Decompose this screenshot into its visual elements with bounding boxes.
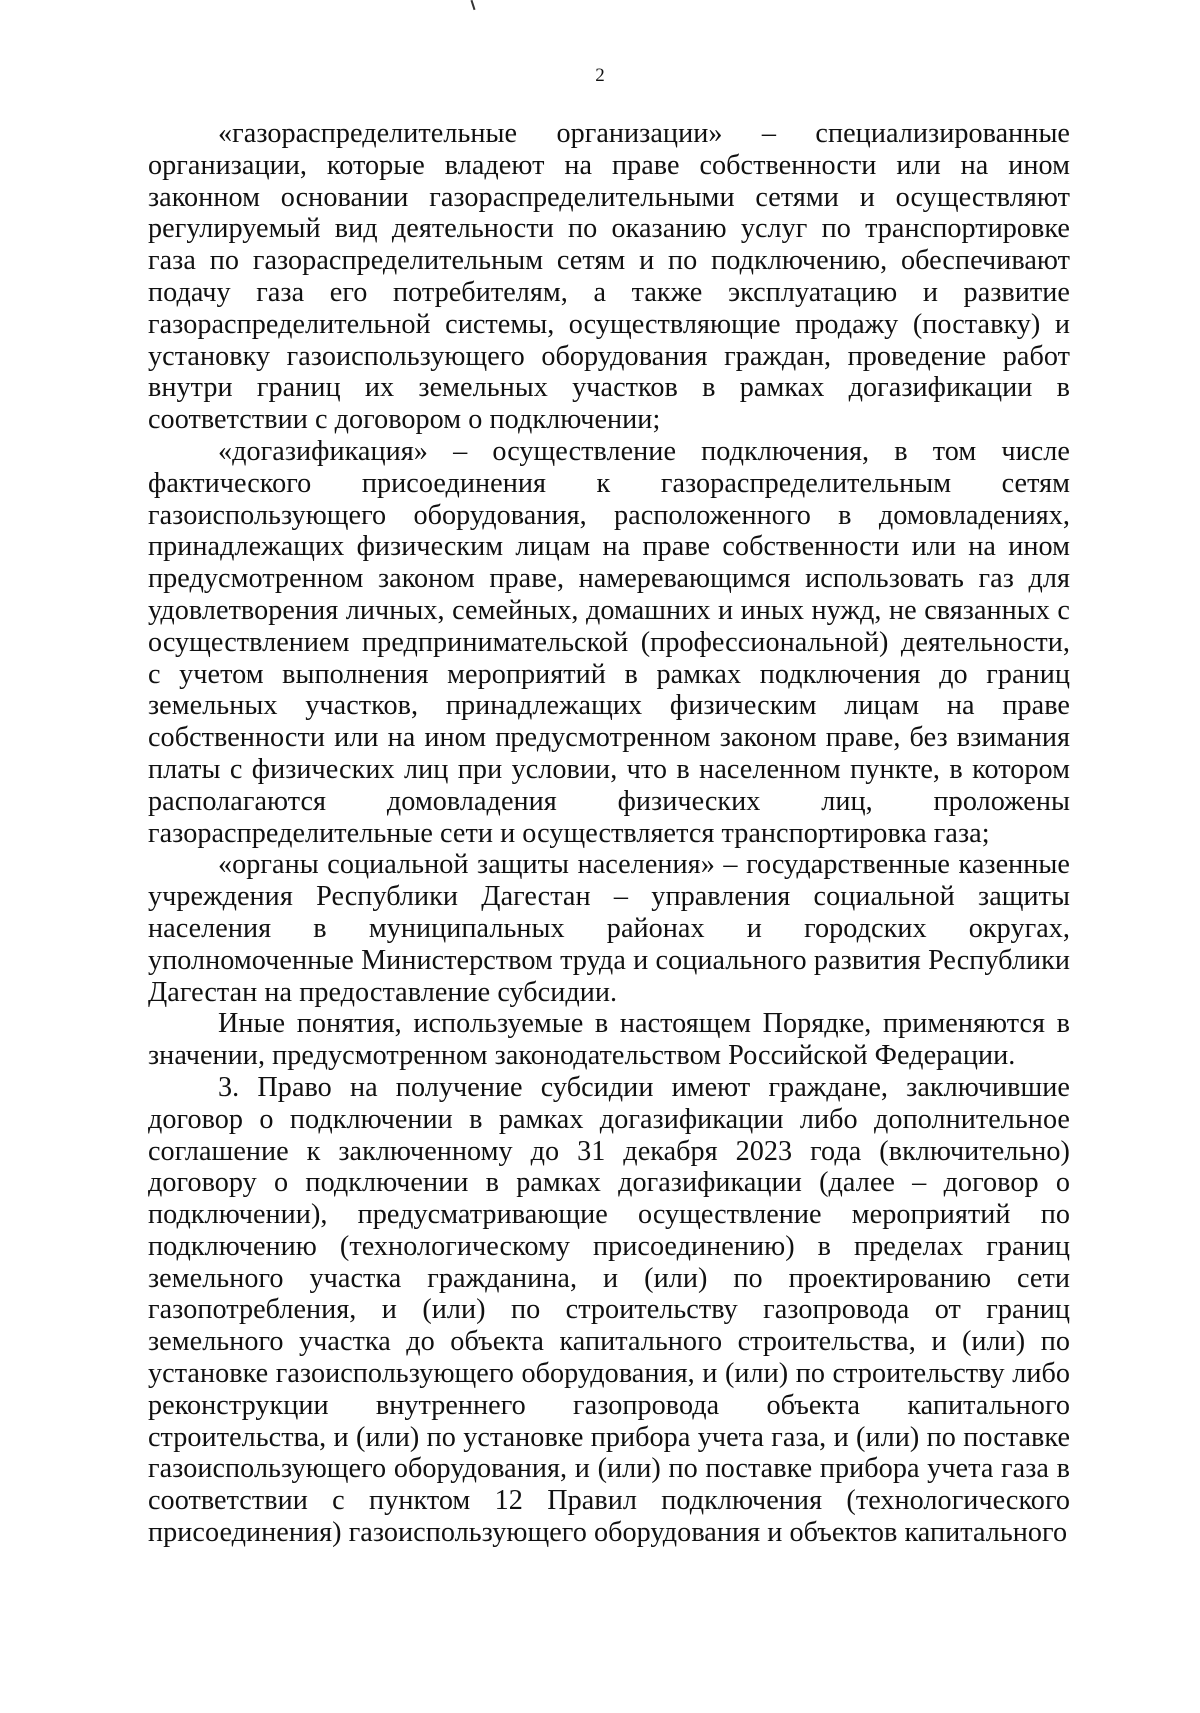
page-number: 2 (595, 65, 605, 86)
paragraph-additional-gasification: «догазификация» – осуществление подключения, в том числе фактического присоединения к газораспределительным сетям газоиспользующего оборудования, расположенного в домовладениях, принадлежащих физическим лицам на праве собственности или на ином предусмотренном законом праве, намеревающимся использовать газ для удовлетворения личных, семейных, домашних и иных нужд, не связанных с осуществлением предпринимательской (профессиональной) деятельности, с учетом выполнения мероприятий в рамках подключения до границ земельных участков, принадлежащих физическим лицам на праве собственности или на ином предусмотренном законом праве, без взимания платы с физических лиц при условии, что в населенном пункте, в котором располагаются домовладения физических лиц, проложены газораспределительные сети и осуществляется транспортировка газа; (148, 435, 1070, 849)
paragraph-right-to-subsidy: 3. Право на получение субсидии имеют граждане, заключившие договор о подключении в рамках догазификации либо дополнительное соглашение к заключенному до 31 декабря 2023 года (включительно) договору о подключении в рамках догазификации (далее – договор о подключении), предусматривающие осуществление мероприятий по подключению (технологическому присоединению) в пределах границ земельного участка гражданина, и (или) по проектированию сети газопотребления, и (или) по строительству газопровода от границ земельного участка до объекта капитального строительства, и (или) по установке газоиспользующего оборудования, и (или) по строительству либо реконструкции внутреннего газопровода объекта капитального строительства, и (или) по установке прибора учета газа, и (или) по поставке газоиспользующего оборудования, и (или) по поставке прибора учета газа в соответствии с пунктом 12 Правил подключения (технологического присоединения) газоиспользующего оборудования и объектов капитального (148, 1071, 1070, 1549)
scan-artifact-mark (471, 0, 476, 10)
paragraph-other-concepts: Иные понятия, используемые в настоящем Порядке, применяются в значении, предусмотренном законодательством Российской Федерации. (148, 1008, 1070, 1072)
paragraph-gas-distribution-organizations: «газораспределительные организации» – специализированные организации, которые владеют на праве собственности или на ином законном основании газораспределительными сетями и осуществляют регулируемый вид деятельности по оказанию услуг по транспортировке газа по газораспределительным сетям и по подключению, обеспечивают подачу газа его потребителям, а также эксплуатацию и развитие газораспределительной системы, осуществляющие продажу (поставку) и установку газоиспользующего оборудования граждан, проведение работ внутри границ их земельных участков в рамках догазификации в соответствии с договором о подключении; (148, 118, 1070, 436)
document-body (148, 118, 1070, 1549)
paragraph-social-protection-bodies: «органы социальной защиты населения» – государственные казенные учреждения Республики Дагестан – управления социальной защиты населения в муниципальных районах и городских округах, уполномоченные Министерством труда и социального развития Республики Дагестан на предоставление субсидии. (148, 849, 1070, 1008)
